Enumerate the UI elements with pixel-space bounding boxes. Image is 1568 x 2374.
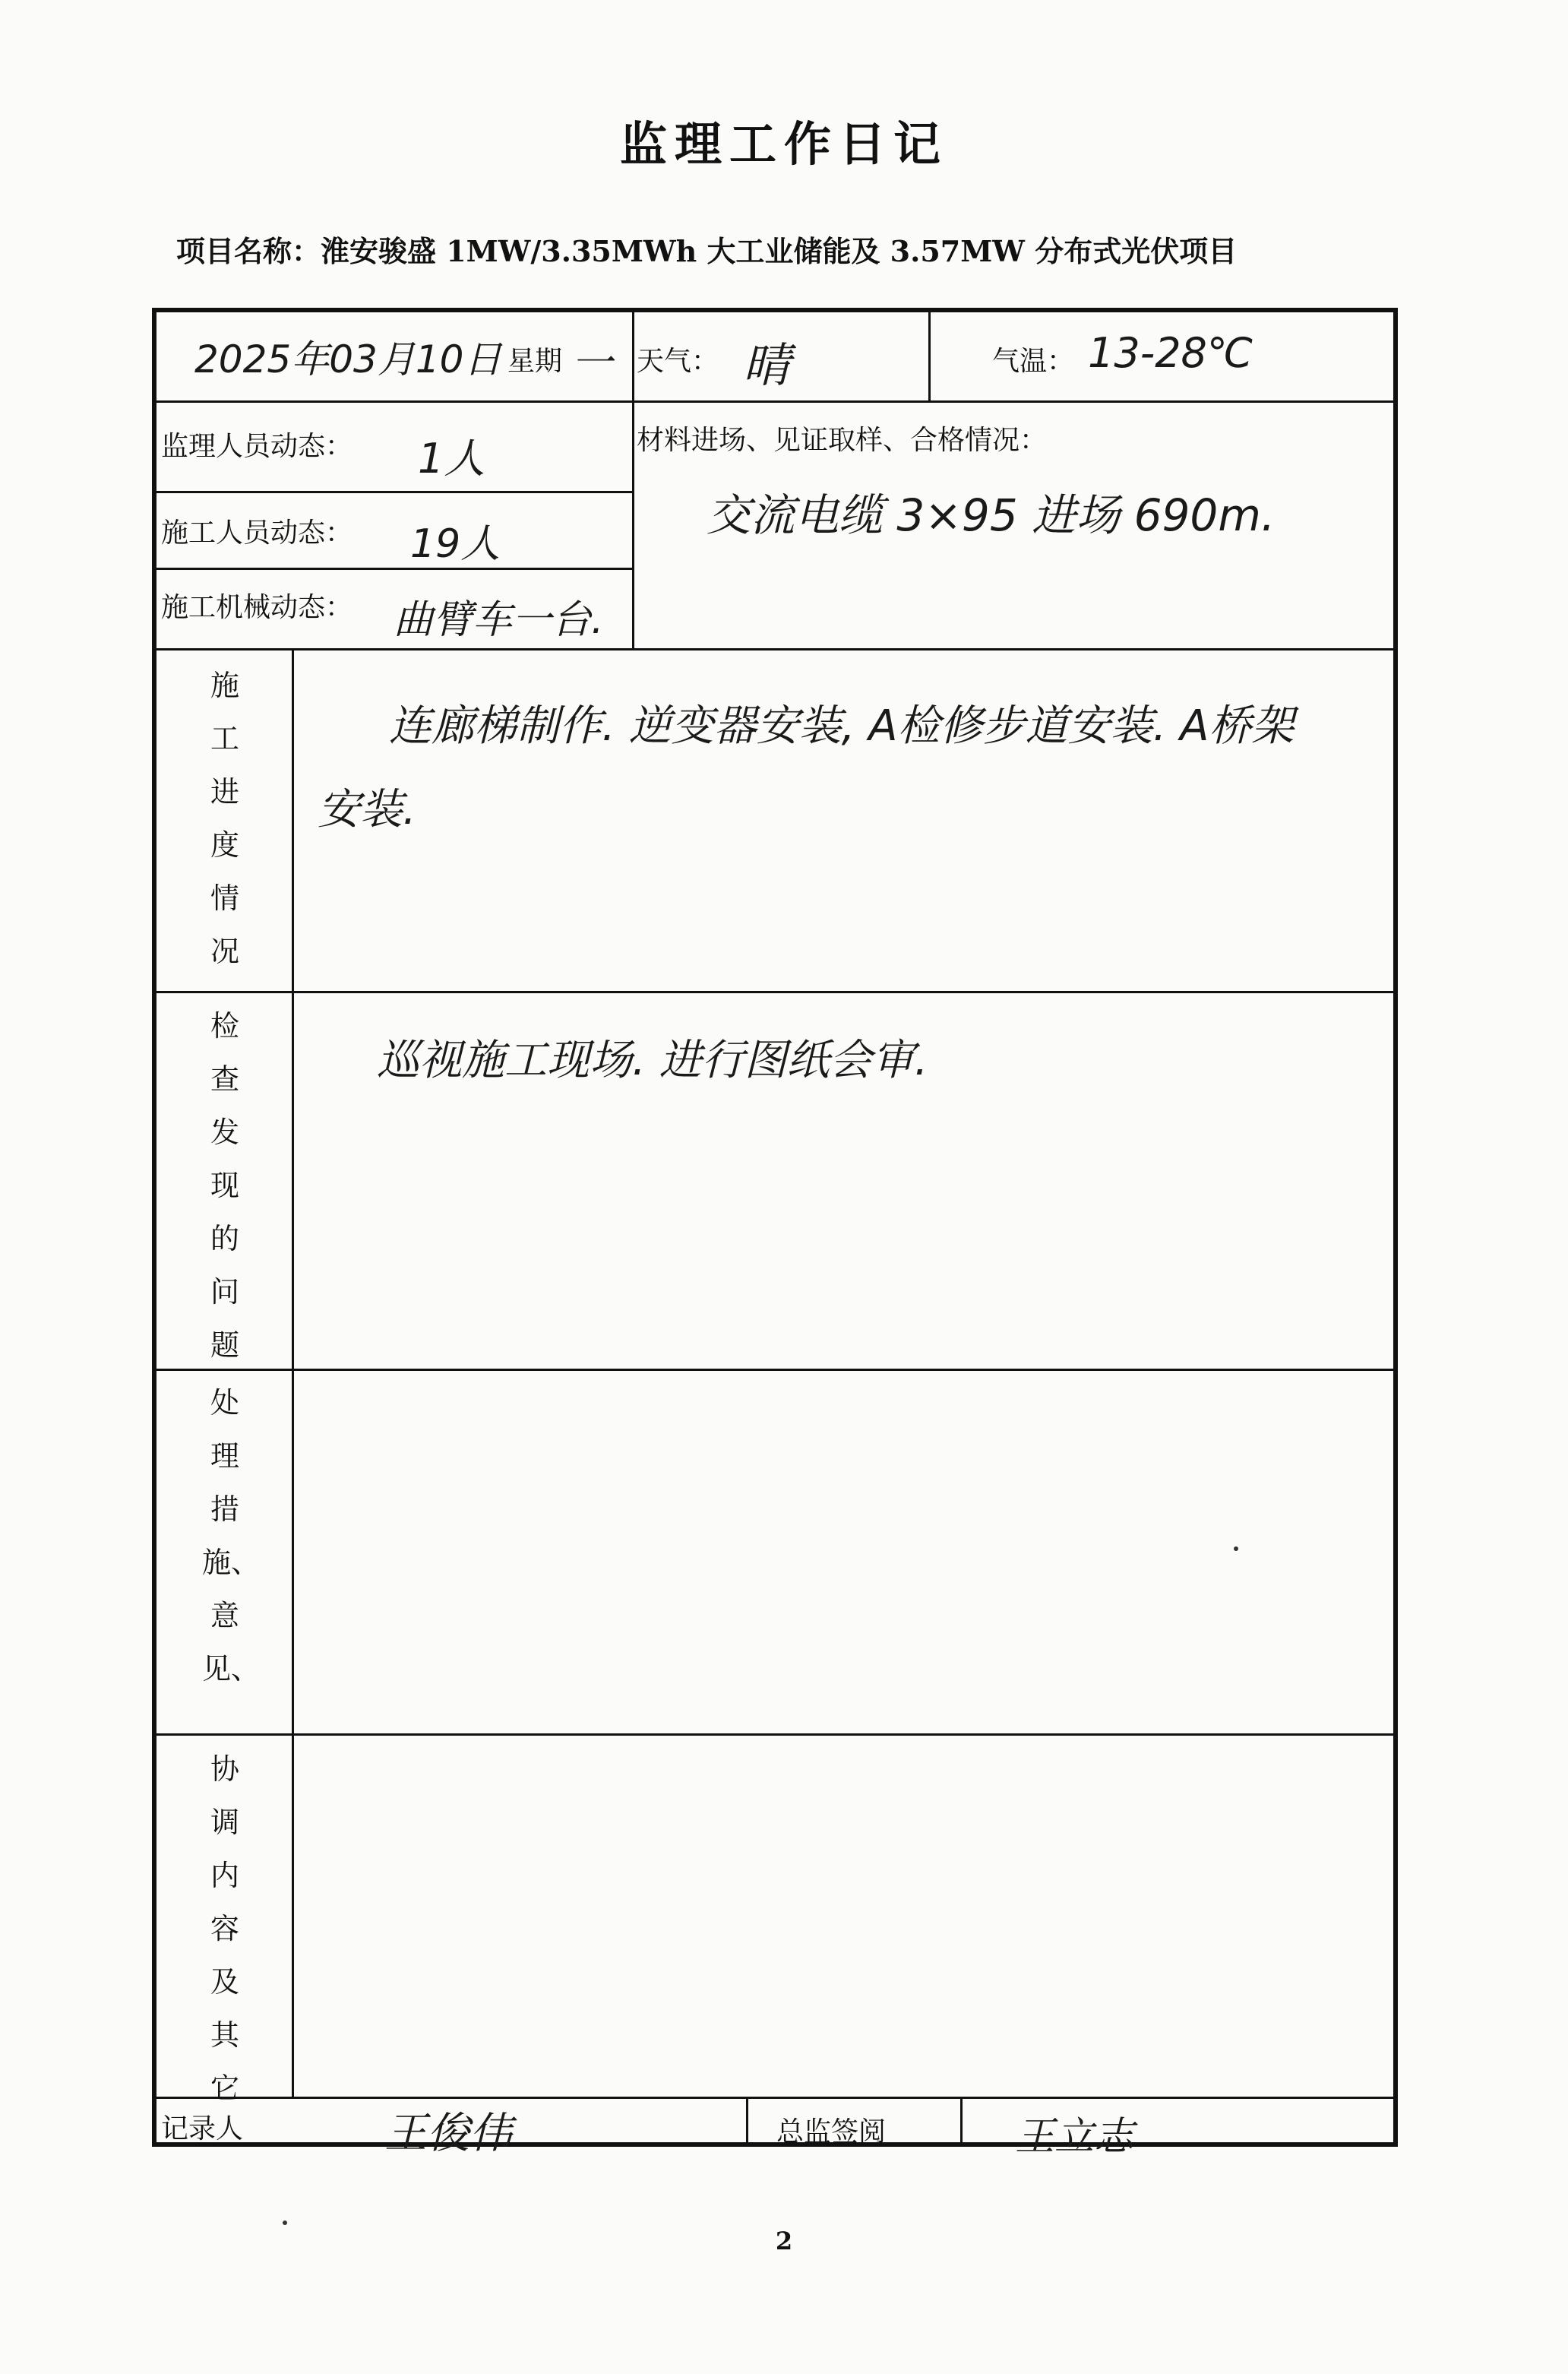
progress-content-line2: 安装. <box>318 785 416 834</box>
recorder-signature: 王俊伟 <box>384 2109 512 2158</box>
document-title: 监理工作日记 <box>619 116 948 172</box>
issues-content: 巡视施工现场. 进行图纸会审. <box>377 1036 928 1085</box>
materials-value: 交流电缆 3×95 进场 690m. <box>707 489 1276 541</box>
chief-signature: 王立志 <box>1015 2114 1134 2160</box>
weather-value: 晴 <box>743 337 791 393</box>
weekday-label: 星期 <box>507 346 563 377</box>
supervisor-staff-value: 1人 <box>418 435 485 483</box>
progress-section-label: 施工进度情况 <box>210 669 239 968</box>
ink-speck <box>1234 1546 1238 1551</box>
supervisor-staff-label: 监理人员动态： <box>161 431 353 462</box>
materials-label: 材料进场、见证取样、合格情况： <box>637 425 1048 456</box>
diary-form <box>152 308 1398 2160</box>
construction-staff-value: 19人 <box>410 521 501 567</box>
date-value: 2025年03月10日 <box>194 337 502 381</box>
project-name-line <box>176 228 1237 270</box>
weather-label: 天气： <box>637 346 719 377</box>
project-name: 淮安骏盛 1MW/3.35MWh 大工业储能及 3.57MW 分布式光伏项目 <box>321 234 1238 268</box>
machinery-label: 施工机械动态： <box>161 592 353 623</box>
measures-section-label: 处理措施、意见、 <box>202 1386 261 1686</box>
weekday-value: 一 <box>571 339 612 387</box>
recorder-label: 记录人 <box>161 2113 244 2145</box>
page-number: 2 <box>775 2227 793 2255</box>
machinery-value: 曲臂车一台. <box>394 597 604 643</box>
chief-review-label: 总监签阅 <box>776 2116 887 2148</box>
coordination-section-label: 协调内容及其它 <box>210 1752 239 2105</box>
construction-staff-label: 施工人员动态： <box>161 518 353 549</box>
temperature-value: 13-28℃ <box>1088 329 1253 377</box>
project-label: 项目名称： <box>176 234 321 268</box>
issues-section-label: 检查发现的问题 <box>210 1009 239 1362</box>
ink-speck <box>283 2220 287 2225</box>
temperature-label: 气温： <box>992 346 1075 377</box>
progress-content-line1: 连廊梯制作. 逆变器安装, A检修步道安装. A桥架 <box>389 701 1295 751</box>
